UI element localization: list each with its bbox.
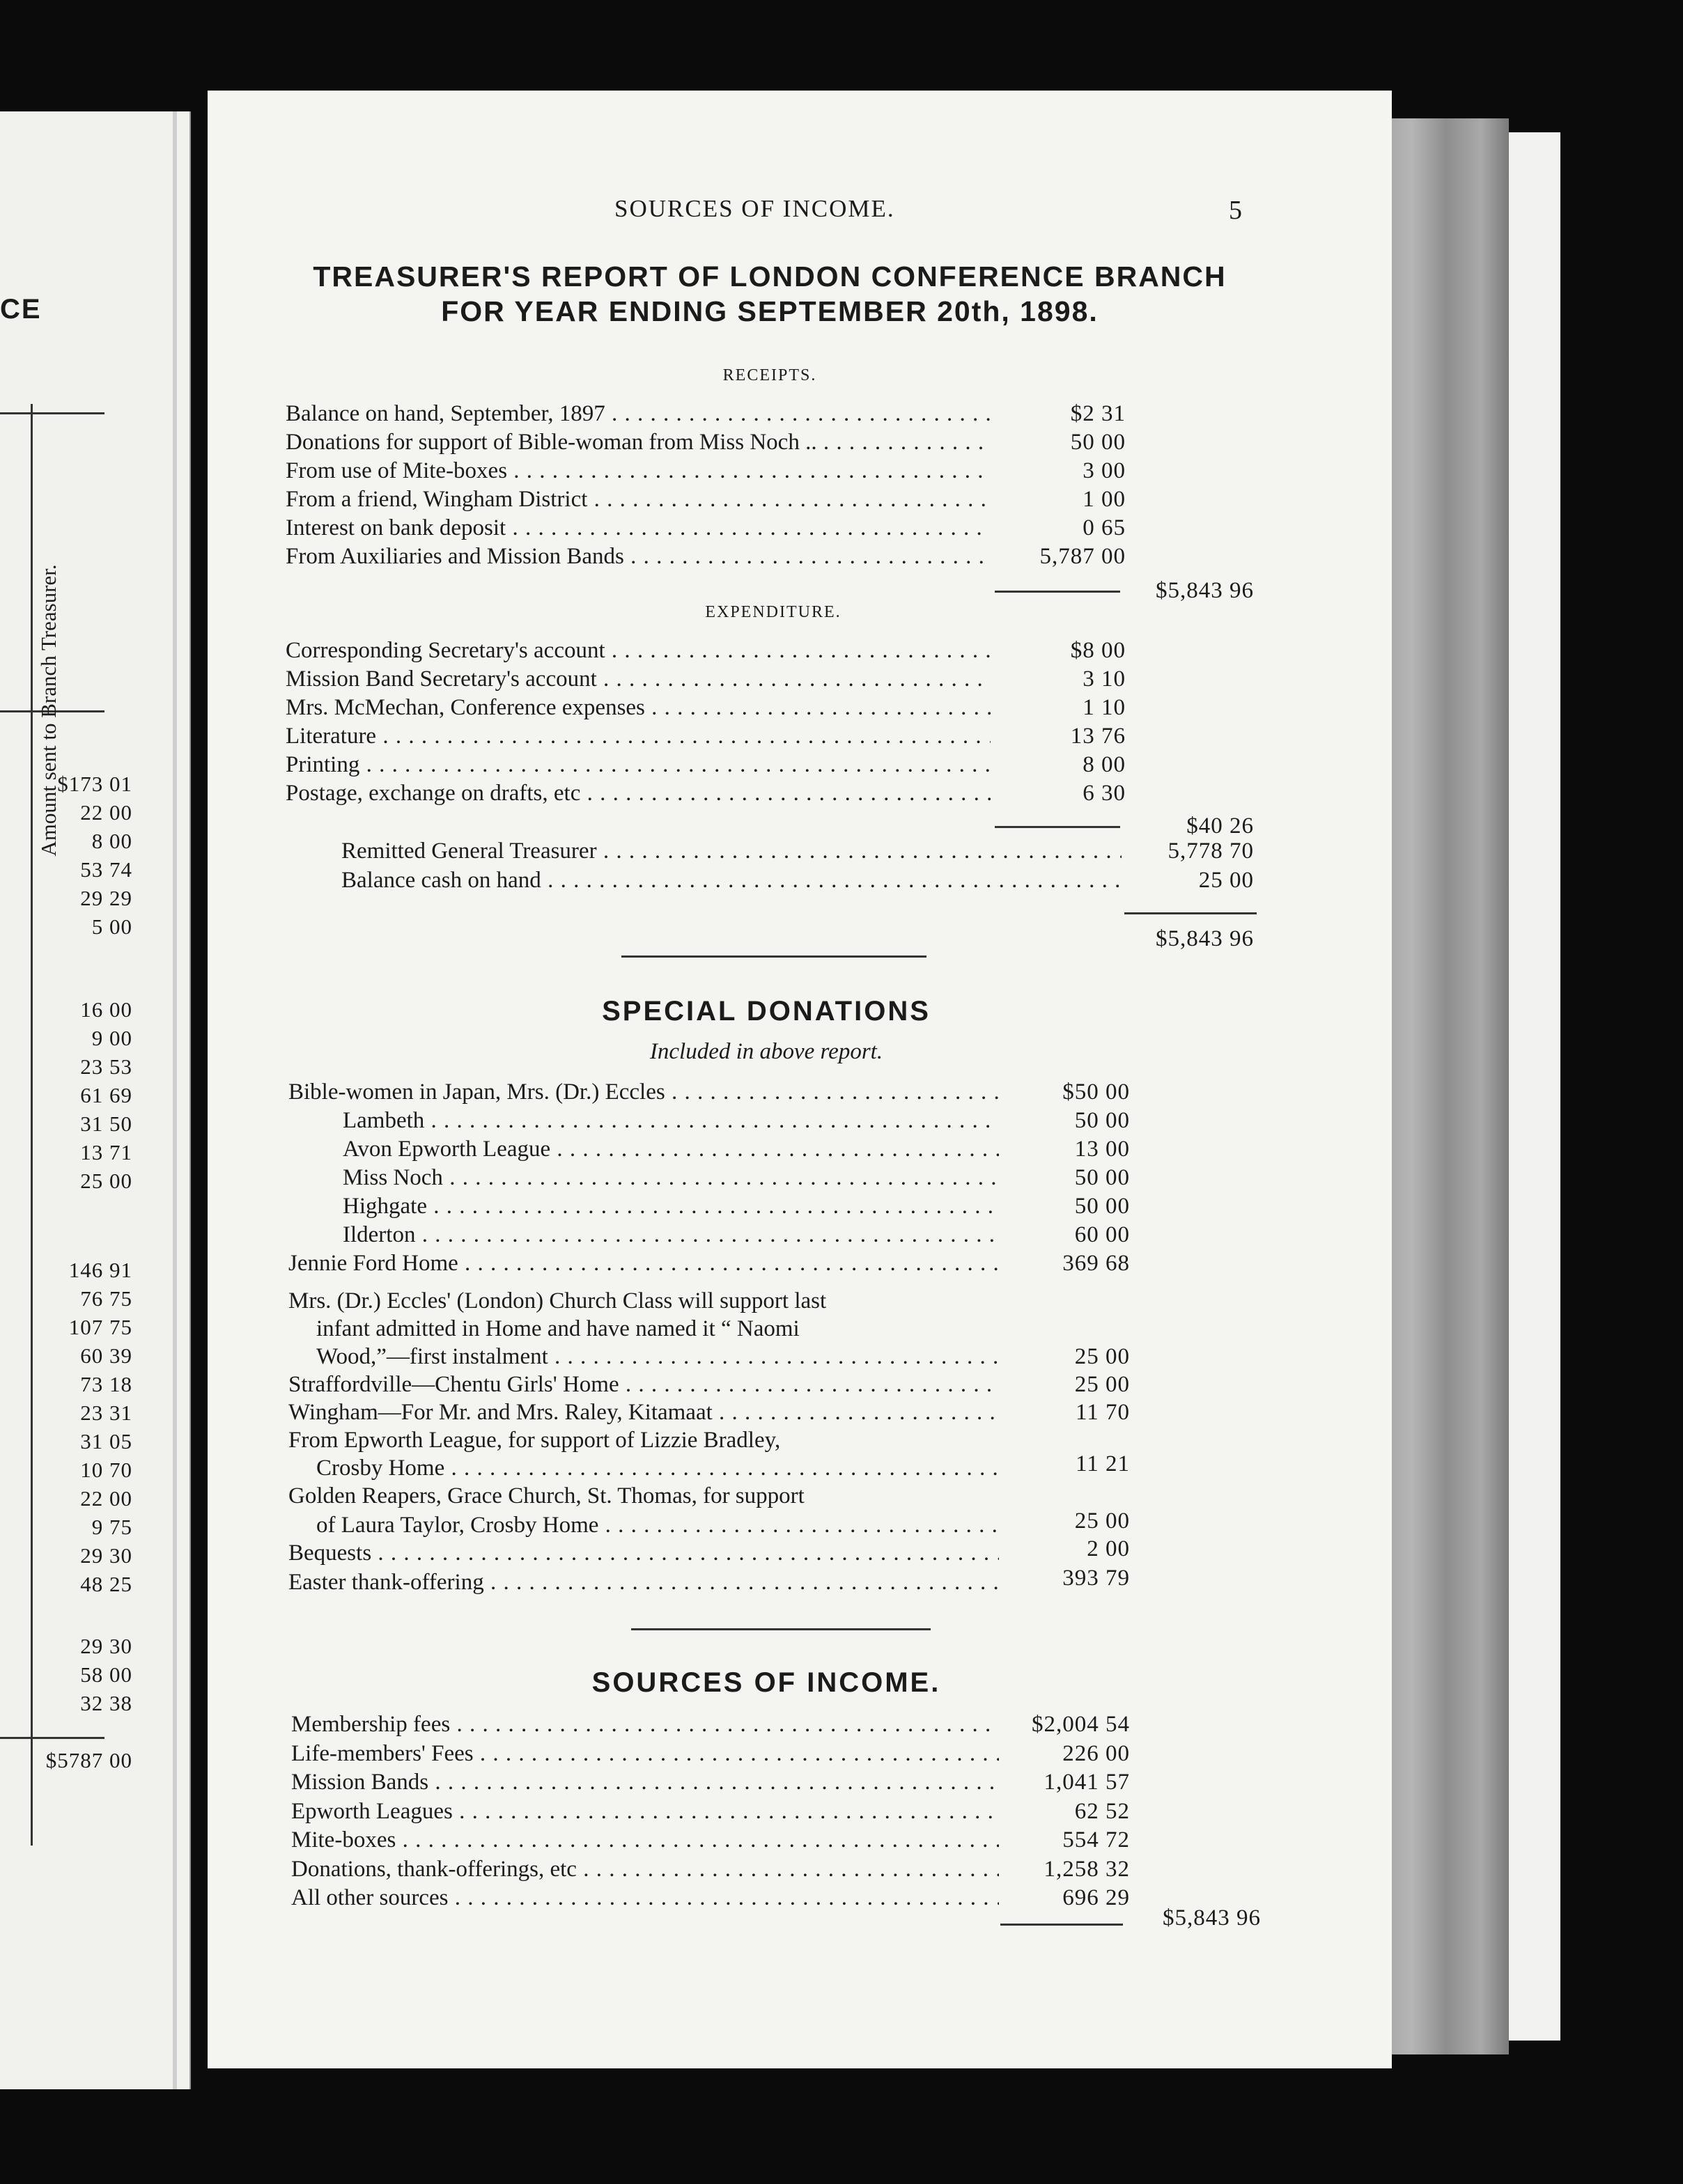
receipt-label: Donations for support of Bible-woman from Miss Noch .. . . . bbox=[286, 430, 991, 455]
left-page-value: 29 30 bbox=[80, 1634, 132, 1658]
section-divider-2 bbox=[631, 1628, 931, 1630]
expenditure-total-rule bbox=[1124, 912, 1257, 914]
source-row bbox=[291, 1884, 999, 1912]
special-donation-amount: 50 00 bbox=[1074, 1108, 1130, 1133]
page-number: 5 bbox=[1229, 196, 1242, 225]
source-label: Mite-boxes . . . bbox=[291, 1827, 999, 1852]
special-donations-subheading: Included in above report. bbox=[649, 1039, 883, 1064]
expenditure-label: Mission Band Secretary's account . . . bbox=[286, 666, 991, 692]
expenditure-label: Postage, exchange on drafts, etc . . . bbox=[286, 781, 991, 806]
receipt-row bbox=[286, 485, 991, 513]
left-page-value: 22 00 bbox=[80, 800, 132, 825]
receipt-label: Balance on hand, September, 1897 . . . bbox=[286, 401, 991, 426]
expenditure-amount: 13 76 bbox=[1070, 724, 1126, 749]
special-donation-amount: 369 68 bbox=[1062, 1251, 1130, 1276]
left-page-value: 107 75 bbox=[68, 1315, 132, 1339]
eccles-line1 bbox=[288, 1287, 1013, 1315]
left-page-value: 29 29 bbox=[80, 886, 132, 910]
left-page-value: $173 01 bbox=[57, 772, 132, 796]
expenditure-row bbox=[286, 637, 991, 664]
receipts-total: $5,843 96 bbox=[1156, 578, 1254, 603]
source-row bbox=[291, 1740, 999, 1768]
expenditure-row bbox=[286, 751, 991, 779]
receipt-amount: 5,787 00 bbox=[1039, 544, 1126, 569]
receipt-row bbox=[286, 400, 991, 428]
eccles-line2 bbox=[316, 1315, 1013, 1343]
special-donation-label: Bible-women in Japan, Mrs. (Dr.) Eccles . . . bbox=[288, 1079, 999, 1105]
left-page-value: 13 71 bbox=[80, 1140, 132, 1164]
special-donation-row bbox=[343, 1135, 999, 1163]
bequests-label: Bequests . . . bbox=[288, 1540, 999, 1566]
expenditure-row bbox=[286, 694, 991, 722]
source-row bbox=[291, 1710, 999, 1738]
special-donation-label: Jennie Ford Home . . . bbox=[288, 1251, 999, 1276]
source-amount: $2,004 54 bbox=[1032, 1712, 1130, 1737]
reapers-text-1: Golden Reapers, Grace Church, St. Thomas, for support bbox=[288, 1483, 805, 1508]
epworth-text-1: From Epworth League, for support of Lizzie Bradley, bbox=[288, 1428, 781, 1453]
source-row bbox=[291, 1797, 999, 1825]
source-amount: 696 29 bbox=[1062, 1885, 1130, 1910]
left-page-value: 48 25 bbox=[80, 1572, 132, 1596]
expenditure-label: Corresponding Secretary's account . . . bbox=[286, 638, 991, 663]
receipt-amount: 1 00 bbox=[1083, 487, 1126, 512]
eccles-text-3: Wood,”—first instalment . . . bbox=[316, 1344, 999, 1369]
wingham-label: Wingham—For Mr. and Mrs. Raley, Kitamaat . . . bbox=[288, 1400, 999, 1425]
expenditure-row bbox=[286, 665, 991, 693]
running-head: SOURCES OF INCOME. bbox=[614, 195, 895, 222]
special-donation-row bbox=[343, 1192, 999, 1220]
special-donations-heading: SPECIAL DONATIONS bbox=[602, 996, 931, 1027]
remitted-label: Remitted General Treasurer . . . bbox=[341, 838, 1122, 864]
epworth-line1 bbox=[288, 1426, 1013, 1454]
left-page-value: 10 70 bbox=[80, 1458, 132, 1482]
left-page-heading: CE bbox=[0, 294, 42, 325]
special-donation-row bbox=[343, 1221, 999, 1249]
receipt-row bbox=[286, 428, 991, 456]
left-page-value: 58 00 bbox=[80, 1662, 132, 1687]
left-page-value: 29 30 bbox=[80, 1543, 132, 1568]
epworth-line2 bbox=[316, 1454, 999, 1482]
special-donation-row bbox=[343, 1107, 999, 1134]
left-page-value: 76 75 bbox=[80, 1286, 132, 1311]
source-label: Epworth Leagues . . . bbox=[291, 1799, 999, 1824]
special-donation-label: Miss Noch . . . bbox=[343, 1165, 999, 1190]
receipt-label: Interest on bank deposit . . . bbox=[286, 515, 991, 540]
left-page-value: 8 00 bbox=[91, 829, 132, 853]
source-row bbox=[291, 1768, 999, 1796]
balance-label: Balance cash on hand . . . bbox=[341, 868, 1122, 893]
special-donation-label: Lambeth . . . bbox=[343, 1108, 999, 1133]
receipt-row bbox=[286, 543, 991, 570]
special-donation-row bbox=[343, 1164, 999, 1192]
remitted-amount: 5,778 70 bbox=[1168, 838, 1254, 864]
source-label: All other sources . . . bbox=[291, 1885, 999, 1910]
balance-amount: 25 00 bbox=[1198, 868, 1254, 893]
left-page-value: 32 38 bbox=[80, 1691, 132, 1715]
special-donation-label: Highgate . . . bbox=[343, 1194, 999, 1219]
expenditure-row bbox=[286, 779, 991, 807]
straffordville-row bbox=[288, 1371, 999, 1398]
left-page-value: 73 18 bbox=[80, 1372, 132, 1396]
straffordville-label: Straffordville—Chentu Girls' Home . . . bbox=[288, 1372, 999, 1397]
eccles-line3 bbox=[316, 1343, 999, 1371]
left-page-value: 5 00 bbox=[91, 914, 132, 939]
source-label: Donations, thank-offerings, etc . . . bbox=[291, 1857, 999, 1882]
special-donation-amount: 50 00 bbox=[1074, 1165, 1130, 1190]
left-page-value: 146 91 bbox=[68, 1258, 132, 1282]
eccles-text-1: Mrs. (Dr.) Eccles' (London) Church Class will support last bbox=[288, 1288, 827, 1313]
left-page-value: 22 00 bbox=[80, 1486, 132, 1511]
receipt-label: From a friend, Wingham District . . . bbox=[286, 487, 991, 512]
expenditure-label: Literature . . . bbox=[286, 724, 991, 749]
wingham-amount: 11 70 bbox=[1075, 1400, 1130, 1425]
left-page-value: 9 00 bbox=[91, 1026, 132, 1050]
receipts-heading: RECEIPTS. bbox=[722, 366, 817, 384]
bequests-row bbox=[288, 1539, 999, 1567]
source-row bbox=[291, 1826, 999, 1854]
left-page-value: 25 00 bbox=[80, 1169, 132, 1193]
special-donation-row bbox=[288, 1249, 999, 1277]
receipt-amount: 50 00 bbox=[1070, 430, 1126, 455]
expenditure-amount: 1 10 bbox=[1083, 695, 1126, 720]
source-label: Life-members' Fees . . . bbox=[291, 1741, 999, 1766]
reapers-line2 bbox=[316, 1511, 999, 1539]
expenditure-subtotal-rule bbox=[995, 826, 1120, 828]
left-page-value: 23 53 bbox=[80, 1054, 132, 1079]
left-page-top-rule bbox=[0, 412, 104, 414]
left-page-value: 16 00 bbox=[80, 997, 132, 1022]
receipt-amount: 3 00 bbox=[1083, 458, 1126, 483]
straffordville-amount: 25 00 bbox=[1074, 1372, 1130, 1397]
easter-label: Easter thank-offering . . . bbox=[288, 1570, 999, 1595]
reapers-line1 bbox=[288, 1482, 1013, 1510]
left-page-value: 9 75 bbox=[91, 1515, 132, 1539]
special-donation-amount: $50 00 bbox=[1062, 1079, 1130, 1105]
left-page-total: $5787 00 bbox=[45, 1748, 132, 1772]
source-label: Membership fees . . . bbox=[291, 1712, 999, 1737]
source-label: Mission Bands . . . bbox=[291, 1770, 999, 1795]
left-page-value: 61 69 bbox=[80, 1083, 132, 1107]
sources-total-rule bbox=[1000, 1924, 1123, 1926]
source-amount: 226 00 bbox=[1062, 1740, 1130, 1766]
eccles-text-2: infant admitted in Home and have named it “ Naomi bbox=[316, 1316, 800, 1341]
receipt-amount: $2 31 bbox=[1070, 401, 1126, 426]
special-donation-label: Ilderton . . . bbox=[343, 1222, 999, 1247]
expenditure-heading: EXPENDITURE. bbox=[705, 603, 842, 621]
report-title-line1: TREASURER'S REPORT OF LONDON CONFERENCE BRANCH bbox=[313, 260, 1227, 292]
section-divider-1 bbox=[621, 956, 926, 958]
receipts-total-rule bbox=[995, 591, 1120, 593]
wingham-row bbox=[288, 1398, 999, 1426]
expenditure-label: Printing . . . bbox=[286, 752, 991, 777]
expenditure-amount: 3 10 bbox=[1083, 666, 1126, 692]
left-page-value: 53 74 bbox=[80, 857, 132, 882]
source-amount: 62 52 bbox=[1074, 1798, 1130, 1824]
left-page-total-rule bbox=[0, 1737, 104, 1739]
epworth-amount: 11 21 bbox=[1075, 1451, 1130, 1476]
left-page-value: 31 50 bbox=[80, 1112, 132, 1136]
expenditure-amount: 8 00 bbox=[1083, 752, 1126, 777]
expenditure-subtotal: $40 26 bbox=[1186, 813, 1254, 838]
left-page-value: 31 05 bbox=[80, 1429, 132, 1453]
sources-heading: SOURCES OF INCOME. bbox=[591, 1667, 941, 1698]
receipt-label: From Auxiliaries and Mission Bands . . . bbox=[286, 544, 991, 569]
epworth-text-2: Crosby Home . . . bbox=[316, 1456, 999, 1481]
source-amount: 1,258 32 bbox=[1044, 1856, 1130, 1882]
special-donation-amount: 60 00 bbox=[1074, 1222, 1130, 1247]
receipt-label: From use of Mite-boxes . . . bbox=[286, 458, 991, 483]
reapers-amount: 25 00 bbox=[1074, 1508, 1130, 1534]
receipt-row bbox=[286, 457, 991, 485]
reapers-text-2: of Laura Taylor, Crosby Home . . . bbox=[316, 1513, 999, 1538]
left-page-column-header: Amount sent to Branch Treasurer. bbox=[36, 564, 61, 857]
expenditure-row bbox=[286, 722, 991, 750]
source-amount: 1,041 57 bbox=[1044, 1770, 1130, 1795]
left-page-fragment bbox=[0, 111, 191, 2089]
report-title-line2: FOR YEAR ENDING SEPTEMBER 20th, 1898. bbox=[441, 295, 1099, 327]
balance-row bbox=[341, 866, 1122, 894]
expenditure-amount: $8 00 bbox=[1070, 638, 1126, 663]
easter-row bbox=[288, 1568, 999, 1596]
special-donation-label: Avon Epworth League . . . bbox=[343, 1137, 999, 1162]
special-donation-row bbox=[288, 1078, 999, 1106]
source-amount: 554 72 bbox=[1062, 1827, 1130, 1852]
left-page-value: 23 31 bbox=[80, 1401, 132, 1425]
special-donation-amount: 50 00 bbox=[1074, 1194, 1130, 1219]
remitted-row bbox=[341, 837, 1122, 865]
expenditure-amount: 6 30 bbox=[1083, 781, 1126, 806]
sources-total: $5,843 96 bbox=[1163, 1905, 1261, 1930]
receipt-amount: 0 65 bbox=[1083, 515, 1126, 540]
eccles-amount: 25 00 bbox=[1074, 1344, 1130, 1369]
expenditure-total: $5,843 96 bbox=[1156, 926, 1254, 951]
receipt-row bbox=[286, 514, 991, 542]
source-row bbox=[291, 1855, 999, 1883]
easter-amount: 393 79 bbox=[1062, 1566, 1130, 1591]
expenditure-label: Mrs. McMechan, Conference expenses . . . bbox=[286, 695, 991, 720]
left-page-value: 60 39 bbox=[80, 1343, 132, 1368]
bequests-amount: 2 00 bbox=[1087, 1536, 1130, 1561]
special-donation-amount: 13 00 bbox=[1074, 1137, 1130, 1162]
